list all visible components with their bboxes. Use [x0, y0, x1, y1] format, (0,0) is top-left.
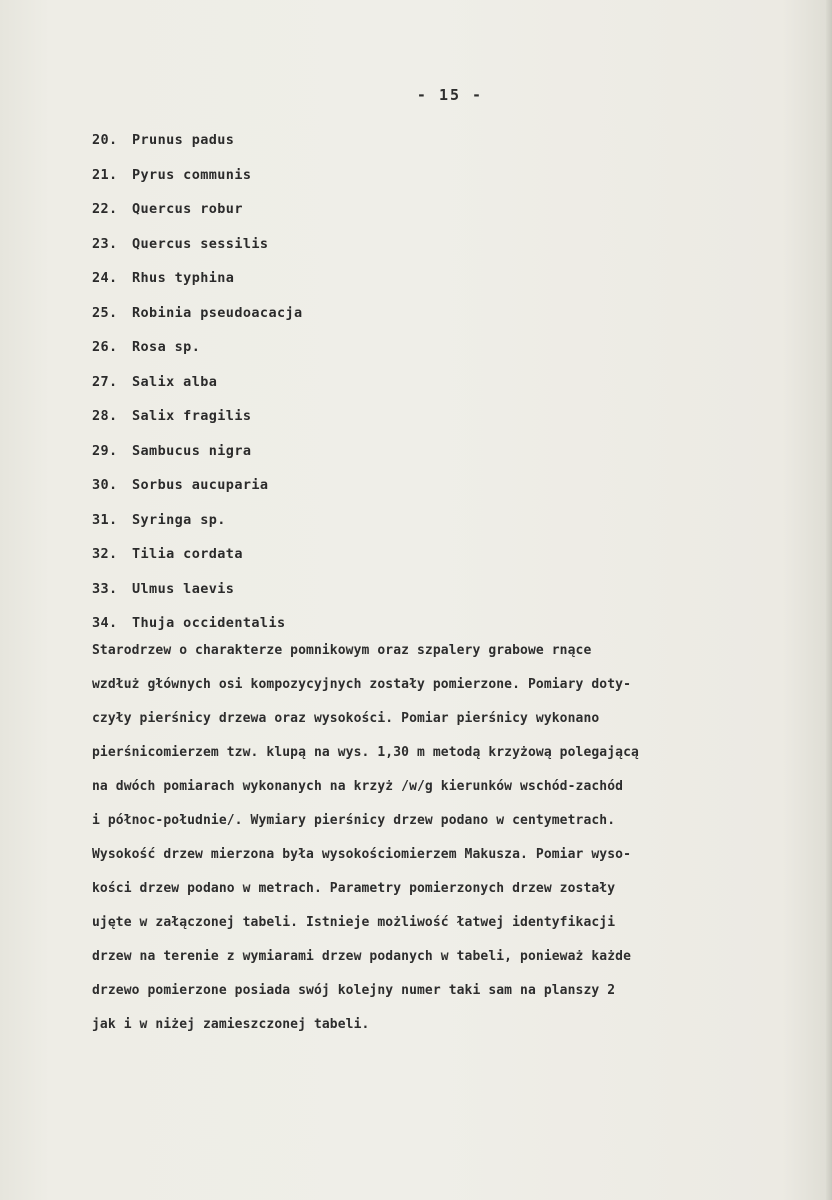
body-paragraph	[92, 641, 792, 1049]
item-number: 26.	[92, 339, 118, 355]
list-item	[92, 406, 303, 441]
list-item	[92, 337, 303, 372]
item-number: 31.	[92, 511, 118, 528]
item-number: 30.	[92, 477, 118, 493]
list-item	[92, 372, 303, 407]
species-name: Pyrus communis	[132, 166, 252, 183]
paragraph-line: kości drzew podano w metrach. Parametry pomierzonych drzew zostały	[92, 881, 616, 896]
paragraph-line: Starodrzew o charakterze pomnikowym oraz szpalery grabowe rnące	[92, 643, 592, 658]
list-item	[92, 234, 303, 269]
paragraph-line: pierśnicomierzem tzw. klupą na wys. 1,30 m metodą krzyżową polegającą	[92, 745, 639, 760]
list-item	[92, 475, 303, 510]
item-number: 28.	[92, 408, 118, 424]
list-item	[92, 130, 303, 165]
item-number: 24.	[92, 270, 118, 286]
paragraph-line: czyły pierśnicy drzewa oraz wysokości. Pomiar pierśnicy wykonano	[92, 711, 600, 726]
paragraph-line: jak i w niżej zamieszczonej tabeli.	[92, 1017, 370, 1032]
species-name: Quercus robur	[132, 201, 243, 217]
item-number: 25.	[92, 304, 118, 321]
species-name: Quercus sessilis	[132, 235, 269, 252]
paragraph-line: ujęte w załączonej tabeli. Istnieje możliwość łatwej identyfikacji	[92, 915, 616, 930]
item-number: 32.	[92, 546, 118, 562]
species-name: Ulmus laevis	[132, 580, 235, 597]
paragraph-line: Wysokość drzew mierzona była wysokościomierzem Makusza. Pomiar wyso-	[92, 847, 632, 862]
item-number: 29.	[92, 442, 118, 459]
item-number: 33.	[92, 580, 118, 597]
species-name: Salix alba	[132, 373, 218, 390]
list-item	[92, 268, 303, 303]
list-item	[92, 165, 303, 200]
item-number: 21.	[92, 166, 118, 183]
item-number: 22.	[92, 201, 118, 217]
paragraph-line: wzdłuż głównych osi kompozycyjnych zostały pomierzone. Pomiary doty-	[92, 677, 632, 692]
list-item	[92, 303, 303, 338]
list-item	[92, 579, 303, 614]
paragraph-line: na dwóch pomiarach wykonanych na krzyż /w/g kierunków wschód-zachód	[92, 779, 624, 794]
species-name: Prunus padus	[132, 132, 235, 148]
item-number: 27.	[92, 373, 118, 390]
item-number: 34.	[92, 615, 118, 631]
species-name: Rhus typhina	[132, 270, 235, 286]
page-number: - 15 -	[416, 86, 484, 104]
paragraph-line: drzew na terenie z wymiarami drzew podanych w tabeli, ponieważ każde	[92, 949, 632, 964]
species-name: Robinia pseudoacacja	[132, 304, 303, 321]
species-name: Syringa sp.	[132, 511, 226, 528]
page-edge-shadow	[826, 0, 832, 1200]
item-number: 23.	[92, 235, 118, 252]
species-name: Rosa sp.	[132, 339, 201, 355]
species-name: Tilia cordata	[132, 546, 243, 562]
species-name: Sambucus nigra	[132, 442, 252, 459]
list-item	[92, 544, 303, 579]
species-name: Thuja occidentalis	[132, 615, 286, 631]
species-list	[92, 130, 303, 648]
species-name: Sorbus aucuparia	[132, 477, 269, 493]
species-name: Salix fragilis	[132, 408, 252, 424]
list-item	[92, 199, 303, 234]
list-item	[92, 441, 303, 476]
paragraph-line: drzewo pomierzone posiada swój kolejny numer taki sam na planszy 2	[92, 983, 616, 998]
item-number: 20.	[92, 132, 118, 148]
list-item	[92, 510, 303, 545]
paragraph-line: i północ-południe/. Wymiary pierśnicy drzew podano w centymetrach.	[92, 813, 616, 828]
